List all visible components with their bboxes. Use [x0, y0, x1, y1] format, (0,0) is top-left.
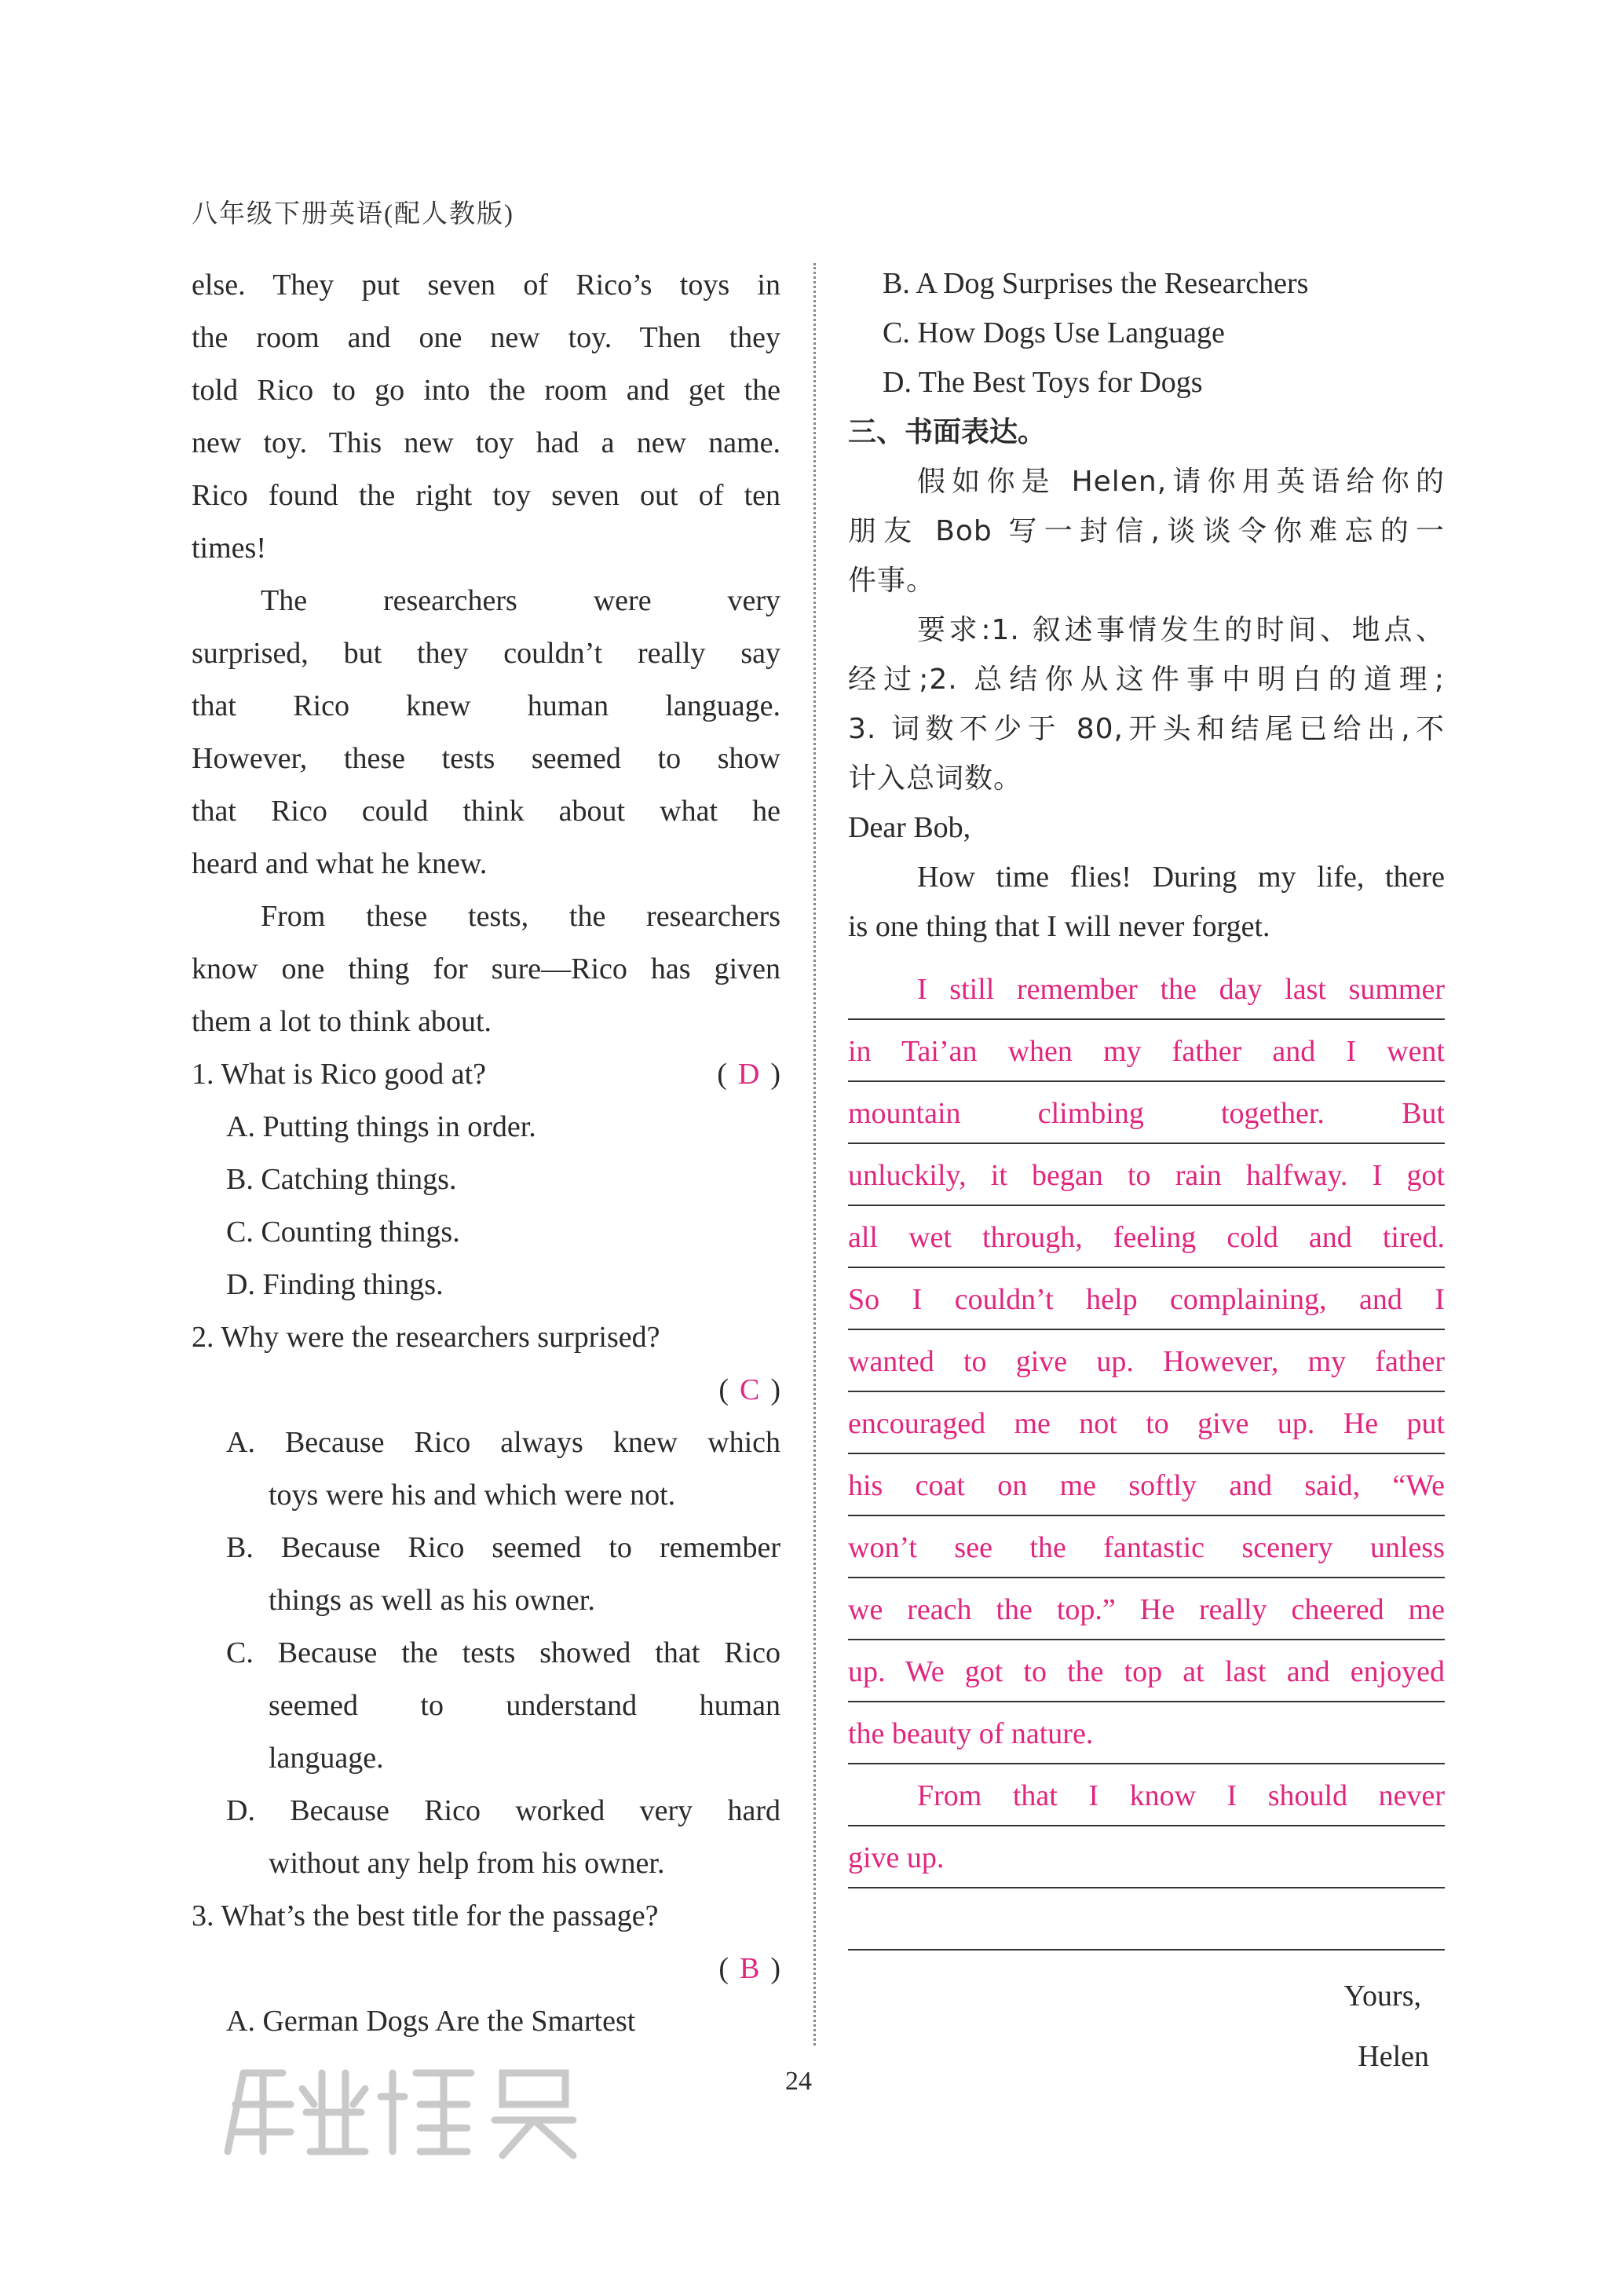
letter-greeting: Dear Bob,: [848, 811, 971, 844]
option-d: D. The Best Toys for Dogs: [883, 366, 1203, 399]
essay-line: mountain climbing together. But: [848, 1082, 1445, 1144]
right-column: [848, 259, 1445, 2087]
essay-line: his coat on me softly and said, “We: [848, 1454, 1445, 1516]
text-line: the room and one new toy. Then they: [192, 321, 780, 354]
essay-answer: [848, 958, 1445, 1951]
essay-line: encouraged me not to give up. He put: [848, 1392, 1445, 1454]
text-line: times!: [192, 532, 266, 565]
answer-box: ( C ): [718, 1373, 780, 1406]
essay-line: in Tai’an when my father and I went: [848, 1020, 1445, 1082]
option-c-cont: seemed to understand human: [269, 1689, 780, 1722]
reading-paragraph-2: [192, 575, 780, 890]
prompt-line: 朋友 Bob 写一封信,谈谈令你难忘的一: [848, 515, 1445, 547]
letter-opening: How time flies! During my life, there: [917, 861, 1445, 894]
requirement-line: 要求:1. 叙述事情发生的时间、地点、: [917, 614, 1445, 646]
answer-value: D: [737, 1058, 760, 1091]
section-title: 三、书面表达。: [848, 416, 1047, 448]
text-line: know one thing for sure—Rico has given: [192, 952, 780, 985]
text-line: that Rico knew human language.: [192, 689, 780, 722]
prompt-line: 假如你是 Helen,请你用英语给你的: [917, 466, 1445, 498]
option-a: A. German Dogs Are the Smartest: [226, 2005, 636, 2038]
essay-line: I still remember the day last summer: [848, 958, 1445, 1020]
essay-line: From that I know I should never: [848, 1764, 1445, 1826]
option-d: D. Because Rico worked very hard: [226, 1794, 780, 1827]
column-divider: [813, 263, 816, 2046]
option-b: B. Because Rico seemed to remember: [226, 1531, 780, 1564]
essay-line: up. We got to the top at last and enjoyed: [848, 1640, 1445, 1702]
reading-paragraph-3: [192, 890, 780, 1048]
option-c-cont: language.: [269, 1742, 384, 1775]
essay-line: all wet through, feeling cold and tired.: [848, 1206, 1445, 1268]
question-text: 3. What’s the best title for the passage?: [192, 1899, 659, 1932]
text-line: From these tests, the researchers: [261, 900, 780, 933]
requirement-line: 计入总词数。: [848, 762, 1023, 795]
question-2: [192, 1311, 780, 1890]
essay-line: wanted to give up. However, my father: [848, 1330, 1445, 1392]
letter-closing: Yours,: [1343, 1980, 1421, 2013]
answer-value: B: [739, 1952, 760, 1985]
text-line: new toy. This new toy had a new name.: [192, 426, 780, 459]
writing-requirements: [848, 605, 1445, 803]
text-line: that Rico could think about what he: [192, 795, 780, 828]
answer-box: ( B ): [718, 1952, 780, 1985]
essay-line: the beauty of nature.: [848, 1702, 1445, 1764]
essay-line: unluckily, it began to rain halfway. I got: [848, 1144, 1445, 1206]
option-b-cont: things as well as his owner.: [269, 1584, 595, 1617]
left-column: [192, 259, 780, 2048]
essay-line: won’t see the fantastic scenery unless: [848, 1516, 1445, 1578]
essay-line: we reach the top.” He really cheered me: [848, 1578, 1445, 1640]
option-b: B. A Dog Surprises the Researchers: [883, 267, 1309, 300]
option-a: A. Putting things in order.: [226, 1110, 536, 1143]
reading-paragraph-1: [192, 259, 780, 575]
text-line: Rico found the right toy seven out of ten: [192, 479, 780, 512]
prompt-line: 件事。: [848, 565, 936, 597]
question-3: [192, 1890, 780, 2048]
text-line: However, these tests seemed to show: [192, 742, 780, 775]
page-header: 八年级下册英语(配人教版): [192, 200, 514, 229]
text-line: heard and what he knew.: [192, 847, 488, 880]
option-d-cont: without any help from his owner.: [269, 1847, 665, 1880]
text-line: them a lot to think about.: [192, 1005, 492, 1038]
option-d: D. Finding things.: [226, 1268, 444, 1301]
option-c: C. How Dogs Use Language: [883, 316, 1225, 349]
page-number: 24: [785, 2067, 812, 2096]
option-a: A. Because Rico always knew which: [226, 1426, 780, 1459]
question-text: 2. Why were the researchers surprised?: [192, 1321, 660, 1354]
option-c: C. Counting things.: [226, 1216, 460, 1249]
requirement-line: 经过;2. 总结你从这件事中明白的道理;: [848, 664, 1445, 696]
text-line: The researchers were very: [261, 584, 780, 617]
requirement-line: 3. 词数不少于 80,开头和结尾已给出,不: [848, 713, 1445, 745]
option-b: B. Catching things.: [226, 1163, 457, 1196]
text-line: told Rico to go into the room and get the: [192, 374, 780, 407]
watermark-logo: [220, 2057, 660, 2159]
question-1: [192, 1048, 780, 1311]
answer-value: C: [739, 1373, 760, 1406]
option-c: C. Because the tests showed that Rico: [226, 1636, 780, 1669]
essay-blank-line: [848, 1888, 1445, 1951]
writing-prompt: [848, 457, 1445, 605]
answer-box: ( D ): [717, 1058, 780, 1091]
essay-line: So I couldn’t help complaining, and I: [848, 1268, 1445, 1330]
option-a-cont: toys were his and which were not.: [269, 1479, 676, 1512]
text-line: surprised, but they couldn’t really say: [192, 637, 780, 670]
letter-opening: is one thing that I will never forget.: [848, 910, 1270, 943]
text-line: else. They put seven of Rico’s toys in: [192, 269, 780, 302]
letter-signature: Helen: [1358, 2040, 1429, 2073]
question-text: 1. What is Rico good at?: [192, 1058, 487, 1091]
essay-line: give up.: [848, 1826, 1445, 1888]
